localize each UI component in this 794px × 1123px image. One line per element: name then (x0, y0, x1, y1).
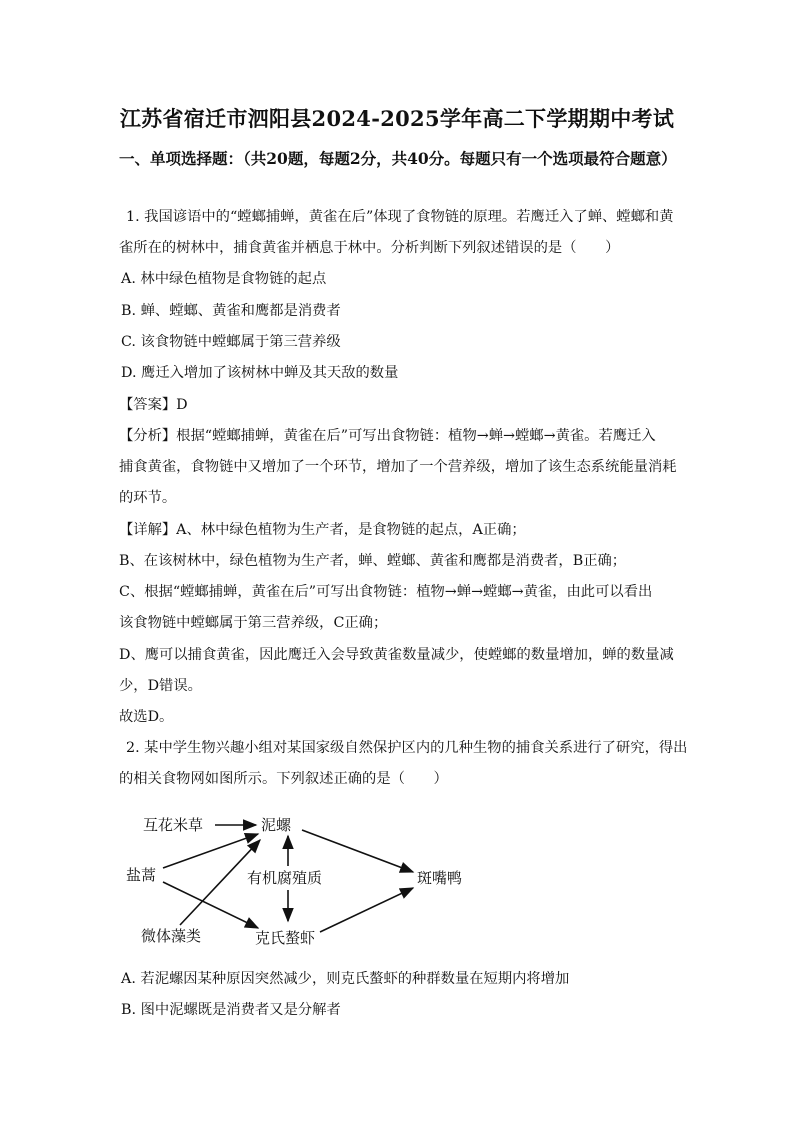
q1-stem-line-1: 1. 我国谚语中的“螳螂捕蝉，黄雀在后”体现了食物链的原理。若鹰迁入了蝉、螳螂和黄 (126, 209, 674, 225)
page-title: 江苏省宿迁市泗阳县2024-2025学年高二下学期期中考试 (119, 106, 675, 131)
q1-option-b: B. 蝉、螳螂、黄雀和鹰都是消费者 (121, 303, 341, 319)
arrow-ksjx-to-bzy (320, 888, 413, 932)
arrow-nl-to-bzy (302, 830, 413, 872)
q1-analysis-line-2: 捕食黄雀，食物链中又增加了一个环节，增加了一个营养级，增加了该生态系统能量消耗 (119, 459, 677, 475)
q1-option-c: C. 该食物链中螳螂属于第三营养级 (121, 334, 341, 350)
q1-detail-line-1: 【详解】A、林中绿色植物为生产者，是食物链的起点，A正确； (119, 522, 526, 538)
q1-detail-line-6: 少，D错误。 (119, 678, 202, 694)
node-hhmc: 互花米草 (143, 816, 204, 834)
q1-detail-line-4: 该食物链中螳螂属于第三营养级，C正确； (119, 615, 388, 631)
q1-stem-line-2: 雀所在的树林中，捕食黄雀并栖息于林中。分析判断下列叙述错误的是（ ） (119, 240, 620, 256)
q1-detail-line-3: C、根据“螳螂捕蝉，黄雀在后”可写出食物链：植物→蝉→螳螂→黄雀，由此可以看出 (119, 584, 653, 600)
q1-analysis-line-1: 【分析】根据“螳螂捕蝉，黄雀在后”可写出食物链：植物→蝉→螳螂→黄雀。若鹰迁入 (119, 428, 656, 444)
q1-option-d: D. 鹰迁入增加了该树林中蝉及其天敌的数量 (121, 365, 399, 381)
q1-conclusion: 故选D。 (119, 709, 174, 725)
node-yh: 盐蒿 (126, 866, 157, 884)
node-wtzl: 微体藻类 (141, 927, 202, 945)
q1-answer: 【答案】D (119, 397, 188, 413)
q2-option-b: B. 图中泥螺既是消费者又是分解者 (121, 1002, 341, 1018)
q2-stem-line-2: 的相关食物网如图所示。下列叙述正确的是（ ） (119, 771, 448, 787)
q1-analysis-line-3: 的环节。 (119, 490, 177, 506)
node-yjfzz: 有机腐殖质 (247, 869, 323, 887)
q1-detail-line-2: B、在该树林中，绿色植物为生产者，蝉、螳螂、黄雀和鹰都是消费者，B正确； (119, 553, 627, 569)
q2-stem-line-1: 2. 某中学生物兴趣小组对某国家级自然保护区内的几种生物的捕食关系进行了研究，得出 (126, 740, 688, 756)
node-bzy: 斑嘴鸭 (417, 869, 463, 887)
q1-detail-line-5: D、鹰可以捕食黄雀，因此鹰迁入会导致黄雀数量减少，使螳螂的数量增加，蝉的数量减 (119, 647, 674, 663)
node-ksjx: 克氏螯虾 (255, 929, 316, 947)
arrow-yh-to-nl (163, 834, 258, 868)
section-heading: 一、单项选择题：（共20题，每题2分，共40分。每题只有一个选项最符合题意） (119, 149, 677, 168)
q1-option-a: A. 林中绿色植物是食物链的起点 (121, 271, 327, 287)
arrow-yh-to-ksjx (163, 882, 258, 928)
q2-option-a: A. 若泥螺因某种原因突然减少，则克氏螯虾的种群数量在短期内将增加 (121, 971, 570, 987)
node-nl: 泥螺 (261, 816, 292, 834)
